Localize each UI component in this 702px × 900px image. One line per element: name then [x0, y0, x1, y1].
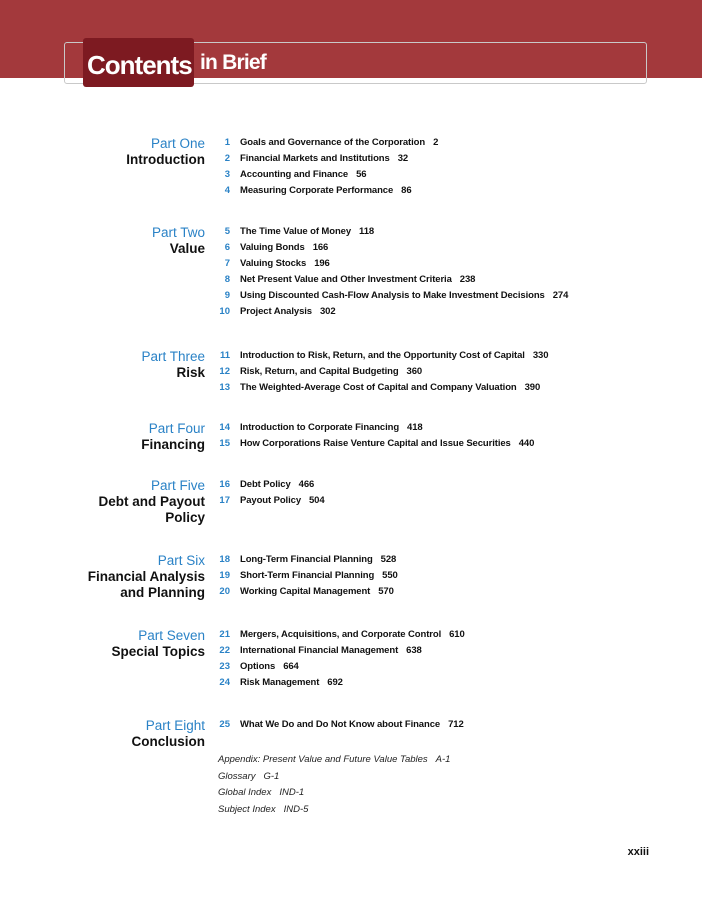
chapter-entry[interactable] [0, 659, 702, 675]
chapter-title-text: Introduction to Risk, Return, and the Opportunity Cost of Capital [240, 350, 525, 361]
chapter-entry[interactable] [0, 288, 702, 304]
chapter-title [240, 568, 398, 584]
chapter-page: 466 [298, 479, 315, 490]
chapter-title-text: Short-Term Financial Planning [240, 570, 375, 581]
chapter-entry[interactable] [0, 552, 702, 568]
chapter-title [240, 643, 422, 659]
part-name: Special Topics [111, 644, 205, 659]
part-number: Part Seven [138, 628, 205, 643]
chapter-page: 440 [518, 438, 535, 449]
back-matter-entry[interactable] [218, 752, 450, 768]
chapter-number: 12 [219, 366, 230, 377]
chapter-page: 56 [356, 169, 367, 180]
chapter-title [240, 675, 343, 691]
chapter-title [240, 364, 422, 380]
back-matter-title: Appendix: Present Value and Future Value Tables [218, 754, 428, 765]
chapter-title [240, 552, 396, 568]
chapter-page: 550 [382, 570, 398, 581]
chapter-title-text: The Weighted-Average Cost of Capital and Company Valuation [240, 382, 517, 393]
chapter-number: 16 [219, 479, 230, 490]
chapter-title [240, 627, 465, 643]
part-number: Part Five [150, 478, 205, 493]
chapter-number: 1 [224, 137, 230, 148]
chapter-entry[interactable] [0, 240, 702, 256]
part-number: Part Three [141, 349, 205, 364]
chapter-entry[interactable] [0, 167, 702, 183]
part-name: Value [169, 241, 205, 256]
back-matter-page: G-1 [263, 770, 280, 782]
chapter-page: 638 [406, 645, 422, 656]
chapter-page: 528 [380, 554, 397, 565]
chapter-number: 20 [219, 586, 230, 597]
chapter-title [240, 659, 299, 675]
chapter-entry[interactable] [0, 304, 702, 320]
chapter-title-text: Working Capital Management [240, 586, 371, 597]
chapter-number: 4 [224, 185, 230, 196]
chapter-number: 18 [219, 554, 230, 565]
chapter-title [240, 240, 328, 256]
back-matter-title: Glossary [218, 770, 256, 782]
chapter-title [240, 256, 330, 272]
chapter-entry[interactable] [0, 151, 702, 167]
chapter-entry[interactable] [0, 436, 702, 452]
chapter-entry[interactable] [0, 493, 702, 509]
chapter-title [240, 477, 314, 493]
chapter-entry[interactable] [0, 627, 702, 643]
title-rest: in Brief [200, 51, 266, 74]
chapter-entry[interactable] [0, 380, 702, 396]
chapter-title [240, 380, 540, 396]
chapter-title-text: Goals and Governance of the Corporation [240, 137, 426, 148]
back-matter-entry[interactable] [218, 785, 304, 801]
chapter-page: 712 [448, 719, 464, 730]
part-number: Part One [150, 136, 205, 151]
back-matter-entry[interactable] [218, 802, 308, 818]
part-number: Part Two [151, 225, 205, 240]
chapter-page: 570 [378, 586, 394, 597]
chapter-title [240, 272, 475, 288]
back-matter-title: Global Index [218, 787, 272, 798]
part-number: Part Four [148, 421, 205, 436]
chapter-number: 14 [219, 422, 230, 433]
chapter-page: 504 [309, 495, 325, 506]
chapter-title-text: Accounting and Finance [240, 169, 349, 180]
chapter-title [240, 167, 367, 183]
chapter-number: 22 [219, 645, 230, 656]
chapter-title-text: Payout Policy [240, 495, 301, 506]
chapter-title-text: Net Present Value and Other Investment Criteria [240, 274, 452, 285]
chapter-title [240, 420, 423, 436]
part-number: Part Eight [145, 718, 205, 733]
chapter-title [240, 717, 464, 733]
back-matter-page: IND-5 [283, 803, 309, 815]
chapter-entry[interactable] [0, 272, 702, 288]
chapter-page: 238 [459, 274, 476, 285]
chapter-title-text: Risk Management [240, 677, 320, 688]
chapter-title [240, 151, 408, 167]
part-name: and Planning [120, 585, 205, 600]
chapter-title-text: Project Analysis [240, 306, 312, 317]
chapter-title-text: Options [240, 661, 276, 672]
chapter-entry[interactable] [0, 568, 702, 584]
chapter-number: 5 [224, 226, 230, 237]
chapter-entry[interactable] [0, 584, 702, 600]
part-name: Risk [176, 365, 205, 380]
chapter-page: 418 [407, 422, 423, 433]
chapter-title [240, 584, 394, 600]
chapter-entry[interactable] [0, 135, 702, 151]
chapter-title [240, 436, 534, 452]
part-number: Part Six [157, 553, 205, 568]
chapter-number: 23 [219, 661, 230, 672]
chapter-entry[interactable] [0, 183, 702, 199]
chapter-title-text: Valuing Stocks [240, 258, 307, 269]
chapter-number: 24 [219, 677, 230, 688]
chapter-page: 118 [359, 226, 375, 237]
chapter-title [240, 135, 438, 151]
chapter-page: 330 [532, 350, 549, 361]
back-matter-page: IND-1 [279, 787, 305, 798]
chapter-entry[interactable] [0, 348, 702, 364]
part-name: Financing [141, 437, 205, 452]
chapter-page: 360 [406, 366, 423, 377]
back-matter-entry[interactable] [218, 769, 279, 785]
chapter-page: 664 [283, 661, 299, 672]
chapter-title-text: Risk, Return, and Capital Budgeting [240, 366, 399, 377]
chapter-entry[interactable] [0, 420, 702, 436]
chapter-entry[interactable] [0, 643, 702, 659]
chapter-page: 86 [401, 185, 412, 196]
chapter-page: 166 [312, 242, 329, 253]
chapter-title-text: Measuring Corporate Performance [240, 185, 394, 196]
page-number: xxiii [627, 846, 649, 858]
chapter-page: 302 [319, 306, 336, 317]
chapter-title-text: Debt Policy [240, 479, 291, 490]
chapter-number: 6 [224, 242, 230, 253]
chapter-title-text: Long-Term Financial Planning [240, 554, 373, 565]
chapter-title [240, 493, 325, 509]
chapter-title [240, 224, 374, 240]
chapter-number: 17 [219, 495, 230, 506]
chapter-title-text: How Corporations Raise Venture Capital and Issue Securities [240, 438, 511, 449]
chapter-page: 274 [552, 290, 569, 301]
chapter-entry[interactable] [0, 675, 702, 691]
chapter-title-text: Mergers, Acquisitions, and Corporate Control [240, 629, 442, 640]
chapter-title-text: Using Discounted Cash-Flow Analysis to Make Investment Decisions [240, 290, 545, 301]
chapter-title-text: Financial Markets and Institutions [240, 153, 390, 164]
chapter-number: 11 [219, 350, 230, 361]
chapter-entry[interactable] [0, 717, 702, 733]
chapter-page: 390 [524, 382, 541, 393]
part-name: Conclusion [131, 734, 205, 749]
chapter-page: 692 [327, 677, 343, 688]
chapter-number: 13 [219, 382, 230, 393]
chapter-entry[interactable] [0, 256, 702, 272]
chapter-number: 7 [224, 258, 230, 269]
title-main: Contents [83, 38, 194, 87]
chapter-title-text: What We Do and Do Not Know about Finance [240, 719, 441, 730]
back-matter-title: Subject Index [218, 803, 276, 815]
chapter-number: 10 [219, 306, 230, 317]
part-name: Financial Analysis [87, 569, 205, 584]
chapter-title-text: Valuing Bonds [240, 242, 305, 253]
chapter-title [240, 304, 336, 320]
part-name: Introduction [126, 152, 205, 167]
chapter-title [240, 183, 412, 199]
chapter-page: 610 [449, 629, 465, 640]
chapter-number: 19 [219, 570, 230, 581]
chapter-title-text: International Financial Management [240, 645, 399, 656]
chapter-title [240, 288, 568, 304]
chapter-entry[interactable] [0, 224, 702, 240]
chapter-entry[interactable] [0, 364, 702, 380]
chapter-number: 8 [224, 274, 230, 285]
back-matter-page: A-1 [435, 754, 451, 765]
chapter-number: 15 [219, 438, 230, 449]
part-name: Policy [165, 510, 205, 525]
chapter-number: 21 [219, 629, 230, 640]
chapter-number: 3 [224, 169, 230, 180]
chapter-number: 9 [224, 290, 230, 301]
part-name: Debt and Payout [98, 494, 205, 509]
chapter-number: 2 [224, 153, 230, 164]
chapter-page: 32 [397, 153, 409, 164]
chapter-title-text: The Time Value of Money [240, 226, 352, 237]
chapter-title [240, 348, 548, 364]
chapter-number: 25 [219, 719, 230, 730]
chapter-entry[interactable] [0, 477, 702, 493]
chapter-page: 2 [433, 137, 439, 148]
chapter-title-text: Introduction to Corporate Financing [240, 422, 400, 433]
chapter-page: 196 [314, 258, 330, 269]
